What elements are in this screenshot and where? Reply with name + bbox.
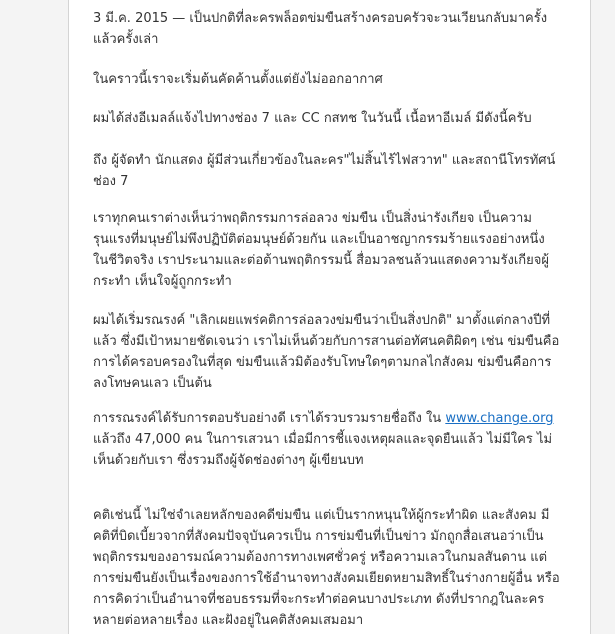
paragraph-position	[93, 208, 558, 292]
paragraph-intro	[93, 8, 558, 50]
paragraph-objection	[93, 69, 558, 90]
text-line: การข่มขืนยังเป็นเรื่องของการใช้อำนาจทางสังคมเยียดหยามสิทธิ์ในร่างกายผู้อื่น หรือ	[93, 571, 560, 586]
text-line: แล้ว ซึ่งมีเป้าหมายชัดเจนว่า เราไม่เห็นด้วยกับการสานต่อทัศนคติผิดๆ เช่น ข่มขืนคือ	[93, 334, 560, 349]
text-line: การได้ครอบครองในที่สุด ข่มขืนแล้วมิต้องรับโทษใดๆตามกลไกสังคม ข่มขืนคือการ	[93, 355, 552, 370]
paragraph-response	[93, 408, 558, 471]
paragraph-addressee	[93, 150, 558, 192]
article-body	[68, 0, 591, 634]
text-line: ในคราวนี้เราจะเริ่มต้นคัดค้านตั้งแต่ยังไม่ออกอากาศ	[93, 72, 383, 87]
text-line: แล้วถึง 47,000 คน ในการเสวนา เมื่อมีการชี้แจงเหตุผลและจุดยืนแล้ว ไม่มีใคร ไม่	[93, 432, 553, 447]
change-org-link[interactable]: www.change.org	[445, 411, 554, 426]
text-line: 3 มี.ค. 2015 — เป็นปกติที่ละครพล็อตข่มขืนสร้างครอบครัวจะวนเวียนกลับมาครั้ง	[93, 11, 548, 26]
text-line: รุนแรงที่มนุษย์ไม่พึงปฏิบัติต่อมนุษย์ด้วยกัน และเป็นอาชญากรรมร้ายแรงอย่างหนึ่ง	[93, 232, 545, 247]
text-line: พฤติกรรมของอารมณ์ความต้องการทางเพศชั่วครู่ หรือความเลวในกมลสันดาน แต่	[93, 550, 548, 565]
text-line: คติเช่นนี้ ไม่ใช่จำเลยหลักของคดีข่มขืน แต่เป็นรากหนุนให้ผู้กระทำผิด และสังคม มี	[93, 508, 550, 523]
text-line: หลายต่อหลายเรื่อง และฝังอยู่ในคติสังคมเสมอมา	[93, 613, 364, 628]
text-line: กระทำ เห็นใจผู้ถูกกระทำ	[93, 274, 232, 289]
text-line: ในชีวิตจริง เราประนามและต่อต้านพฤติกรรมนี้ สื่อมวลชนล้วนแสดงความรังเกียจผู้	[93, 253, 549, 268]
text-line: ผมได้ส่งอีเมลล์แจ้งไปทางช่อง 7 และ CC กสทช ในวันนี้ เนื้อหาอีเมล์ มีดังนี้ครับ	[93, 111, 532, 126]
text-line: แล้วครั้งเล่า	[93, 32, 159, 47]
paragraph-analysis	[93, 505, 558, 631]
text-line: ช่อง 7	[93, 174, 129, 189]
text-line: คติที่บิดเบี้ยวจากที่สังคมปัจจุบันควรเป็น การข่มขืนที่เป็นข่าว มักถูกสื่อเสนอว่าเป็น	[93, 529, 544, 544]
text-segment: การรณรงค์ได้รับการตอบรับอย่างดี เราได้รวบรวมรายชื่อถึง ใน	[93, 411, 446, 426]
text-line: เราทุกคนเราต่างเห็นว่าพฤติกรรมการล่อลวง ข่มขืน เป็นสิ่งน่ารังเกียจ เป็นความ	[93, 211, 532, 226]
paragraph-email-sent	[93, 108, 558, 129]
paragraph-campaign	[93, 310, 558, 394]
text-line: เห็นด้วยกับเรา ซึ่งรวมถึงผู้จัดช่องต่างๆ ผู้เขียนบท	[93, 453, 364, 468]
text-line: ผมได้เริ่มรณรงค์ "เลิกเผยแพร่คติการล่อลวงข่มขืนว่าเป็นสิ่งปกติ" มาตั้งแต่กลางปีที่	[93, 313, 551, 328]
text-line: ลงโทษคนเลว เป็นต้น	[93, 376, 212, 391]
text-line: การคิดว่าเป็นอำนาจที่ชอบธรรมที่จะกระทำต่อคนบางประเภท ดังที่ปรากฎในละคร	[93, 592, 545, 607]
text-line: ถึง ผู้จัดทำ นักแสดง ผู้มีส่วนเกี่ยวข้องในละคร"ไม่สิ้นไร้ไฟสวาท" และสถานีโทรทัศน์	[93, 153, 556, 168]
text-line	[93, 408, 558, 429]
